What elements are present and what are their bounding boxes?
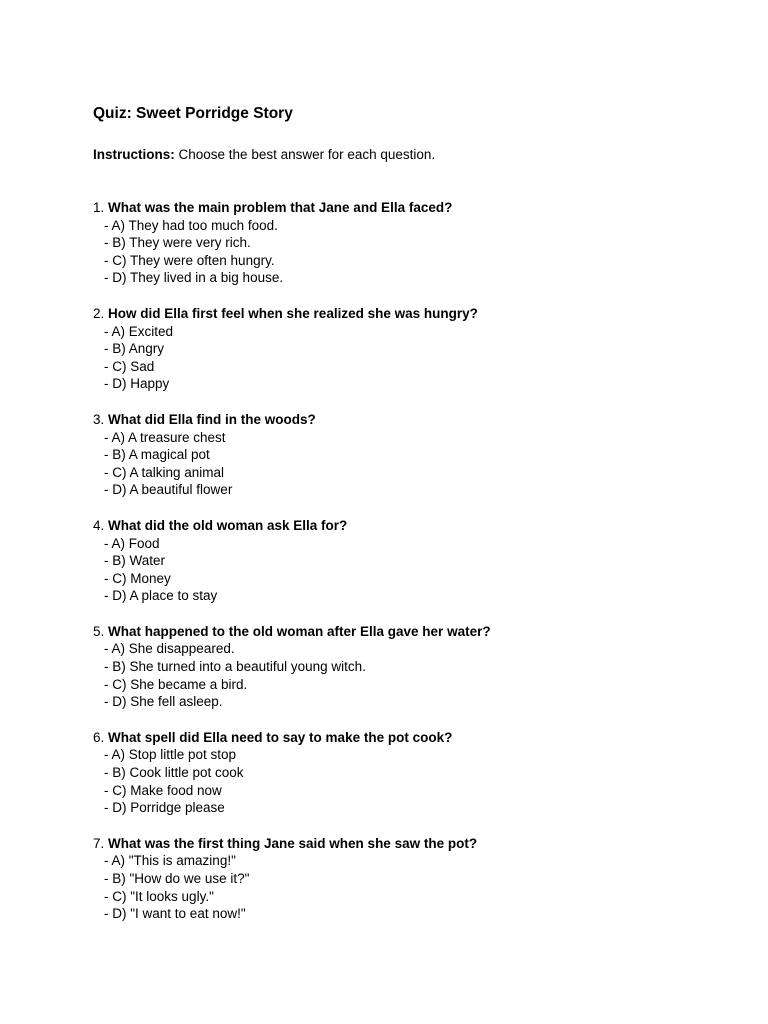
- question-4: [93, 517, 491, 605]
- answer-option: - B) Cook little pot cook: [104, 765, 244, 781]
- question-2: [93, 305, 491, 393]
- answer-option: - C) A talking animal: [104, 464, 225, 480]
- question-text: What happened to the old woman after Ella gave her water?: [108, 623, 491, 639]
- question-1: [93, 199, 491, 287]
- answer-option: - A) She disappeared.: [104, 641, 235, 657]
- answer-option: - A) Stop little pot stop: [104, 747, 237, 763]
- answer-option: - C) Money: [104, 570, 171, 586]
- answer-option: - A) Excited: [104, 323, 174, 339]
- answer-option: - C) Make food now: [104, 782, 222, 798]
- question-line: [93, 623, 491, 641]
- question-line: [93, 411, 491, 429]
- question-6: [93, 729, 491, 817]
- question-line: [93, 729, 491, 747]
- question-number: 5.: [93, 623, 109, 639]
- answer-option: - A) A treasure chest: [104, 429, 226, 445]
- answer-option: - D) Happy: [104, 376, 170, 392]
- question-number: 7.: [93, 835, 109, 851]
- answer-option: - C) Sad: [104, 358, 155, 374]
- question-text: How did Ella first feel when she realized she was hungry?: [108, 305, 478, 321]
- question-list: [93, 199, 491, 941]
- question-text: What did the old woman ask Ella for?: [108, 517, 348, 533]
- question-line: [93, 835, 491, 853]
- question-7: [93, 835, 491, 923]
- answer-options: [93, 429, 491, 499]
- answer-option: - D) "I want to eat now!": [104, 906, 246, 922]
- answer-option: - B) They were very rich.: [104, 235, 251, 251]
- answer-options: [93, 535, 491, 605]
- question-number: 1.: [93, 200, 109, 215]
- answer-option: - C) "It looks ugly.": [104, 888, 214, 904]
- question-text: What was the first thing Jane said when she saw the pot?: [108, 835, 478, 851]
- question-5: [93, 623, 491, 711]
- answer-options: [93, 746, 491, 816]
- question-number: 6.: [93, 729, 109, 745]
- question-text: What was the main problem that Jane and Ella faced?: [108, 200, 453, 215]
- answer-option: - C) She became a bird.: [104, 676, 248, 692]
- page-title: Quiz: Sweet Porridge Story: [93, 105, 293, 122]
- answer-option: - C) They were often hungry.: [104, 252, 275, 268]
- question-text: What did Ella find in the woods?: [108, 411, 316, 427]
- answer-option: - B) She turned into a beautiful young witch.: [104, 659, 366, 675]
- answer-option: - A) "This is amazing!": [104, 853, 236, 869]
- question-text: What spell did Ella need to say to make the pot cook?: [108, 729, 453, 745]
- answer-option: - D) She fell asleep.: [104, 694, 223, 710]
- answer-options: [93, 640, 491, 710]
- answer-options: [93, 323, 491, 393]
- question-number: 3.: [93, 411, 109, 427]
- answer-option: - D) A beautiful flower: [104, 482, 233, 498]
- question-line: [93, 517, 491, 535]
- answer-option: - D) They lived in a big house.: [104, 270, 284, 286]
- answer-option: - A) They had too much food.: [104, 217, 278, 233]
- instructions-label: Instructions:: [93, 147, 175, 162]
- question-number: 2.: [93, 305, 109, 321]
- answer-options: [93, 852, 491, 922]
- answer-options: [93, 217, 491, 287]
- question-line: [93, 305, 491, 323]
- answer-option: - D) Porridge please: [104, 800, 225, 816]
- question-line: [93, 199, 491, 217]
- answer-option: - B) Angry: [104, 341, 165, 357]
- question-3: [93, 411, 491, 499]
- answer-option: - A) Food: [104, 535, 160, 551]
- instructions-text: Choose the best answer for each question.: [174, 147, 436, 162]
- question-number: 4.: [93, 517, 109, 533]
- answer-option: - D) A place to stay: [104, 588, 218, 604]
- answer-option: - B) "How do we use it?": [104, 871, 250, 886]
- instructions: [93, 146, 435, 164]
- answer-option: - B) Water: [104, 553, 166, 569]
- answer-option: - B) A magical pot: [104, 447, 210, 463]
